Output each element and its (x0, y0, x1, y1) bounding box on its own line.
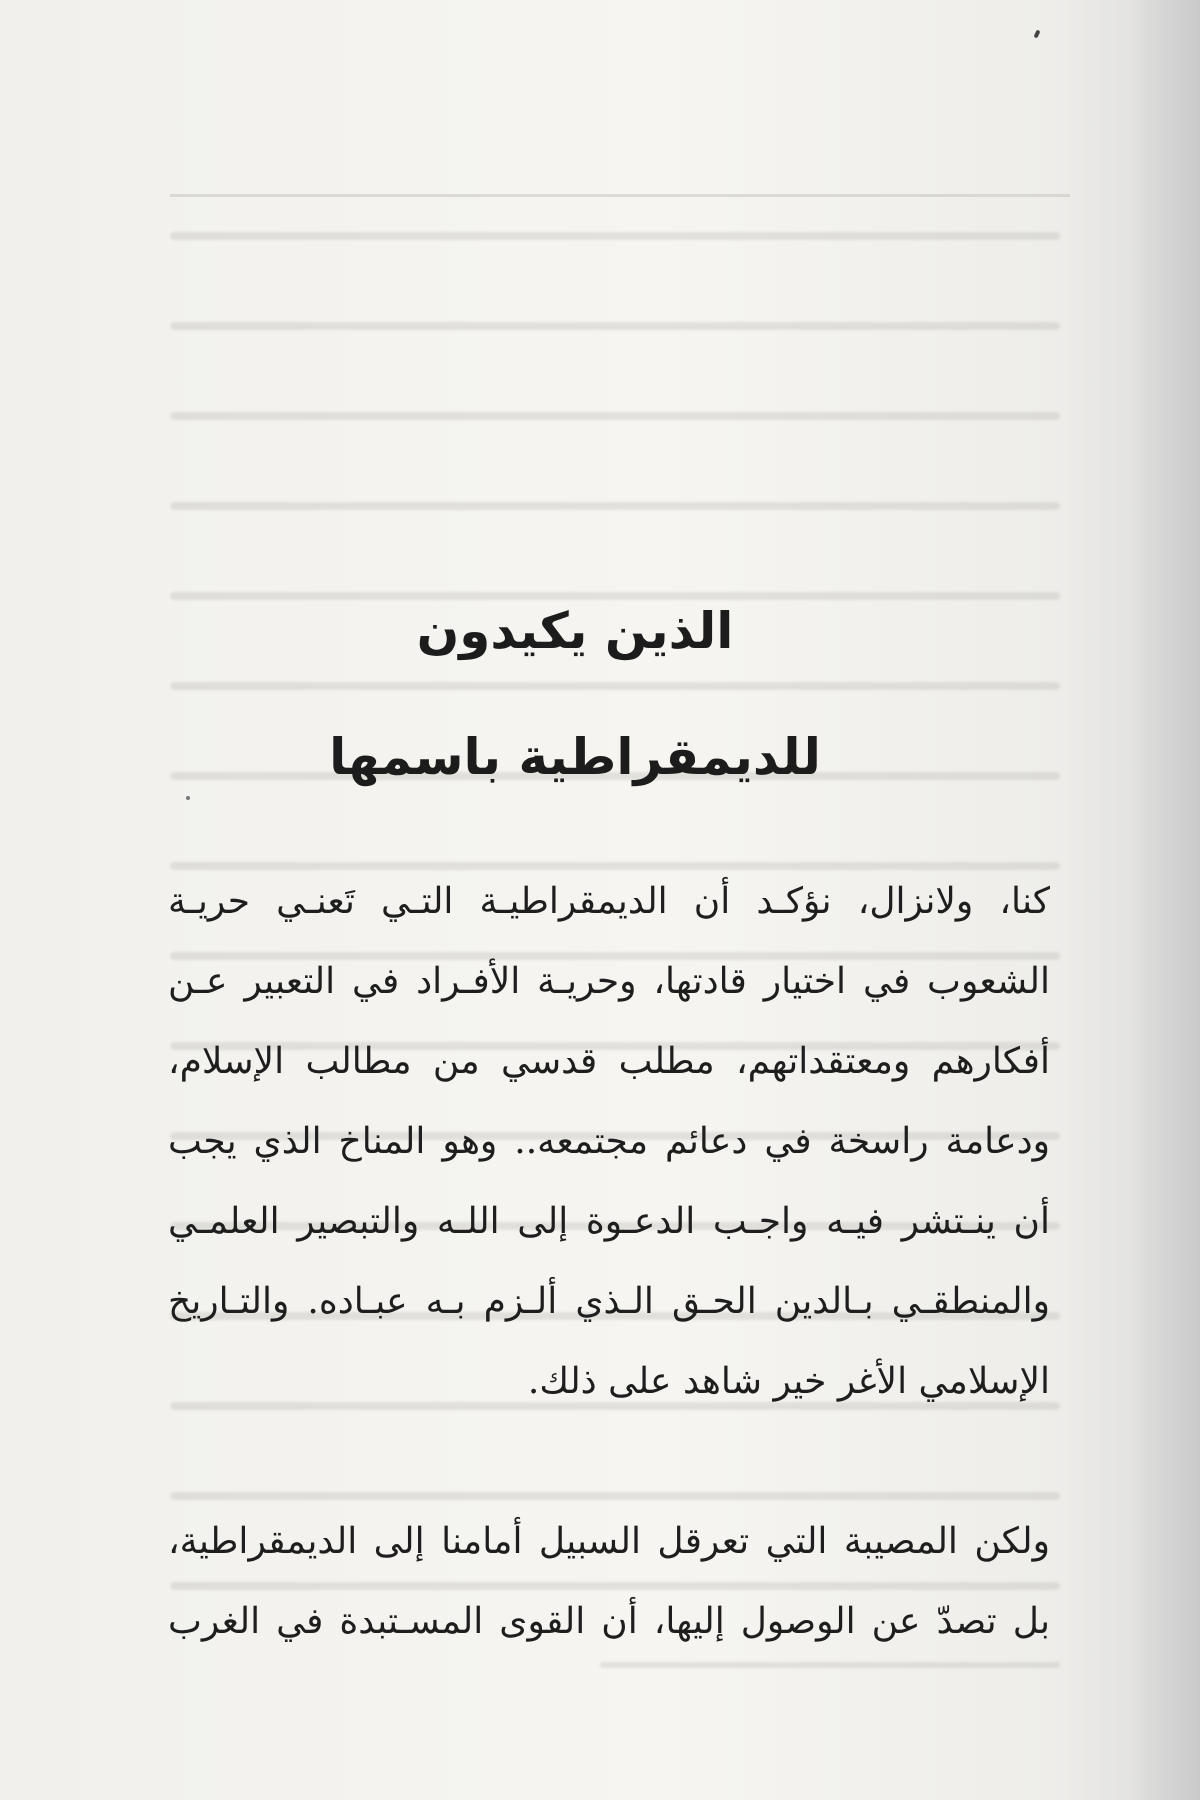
chapter-title-line-1: الذين يكيدون (416, 601, 734, 660)
paragraph-1-line-5: أن ينـتشر فيـه واجـب الدعـوة إلى اللـه والتبصير العلمـي (168, 1201, 1050, 1242)
paragraph-2 (168, 1502, 1050, 1662)
paragraph-1 (168, 862, 1050, 1422)
paragraph-1-line-2: الشعوب في اختيار قادتها، وحريـة الأفـراد في التعبير عـن (168, 961, 1050, 1002)
paragraph-2-line-1: ولكن المصيبة التي تعرقل السبيل أمامنا إلى الديمقراطية، (168, 1521, 1050, 1562)
paragraph-1-line-7: الإسلامي الأغر خير شاهد على ذلك. (527, 1361, 1050, 1402)
paragraph-2-line-2: بل تصدّ عن الوصول إليها، أن القوى المسـتبدة في الغرب (168, 1601, 1050, 1642)
paragraph-1-line-6: والمنطقـي بـالدين الحـق الـذي ألـزم بـه عبـاده. والتـاريخ (168, 1281, 1050, 1322)
paragraph-1-line-4: ودعامة راسخة في دعائم مجتمعه.. وهو المناخ الذي يجب (168, 1121, 1050, 1162)
chapter-title-line-2: للديمقراطية باسمها (329, 727, 821, 786)
paragraph-1-line-1: كنا، ولانزال، نؤكـد أن الديمقراطيـة التـي تَعنـي حريـة (168, 881, 1050, 922)
paragraph-1-line-3: أفكارهم ومعتقداتهم، مطلب قدسي من مطالب الإسلام، (168, 1041, 1050, 1082)
